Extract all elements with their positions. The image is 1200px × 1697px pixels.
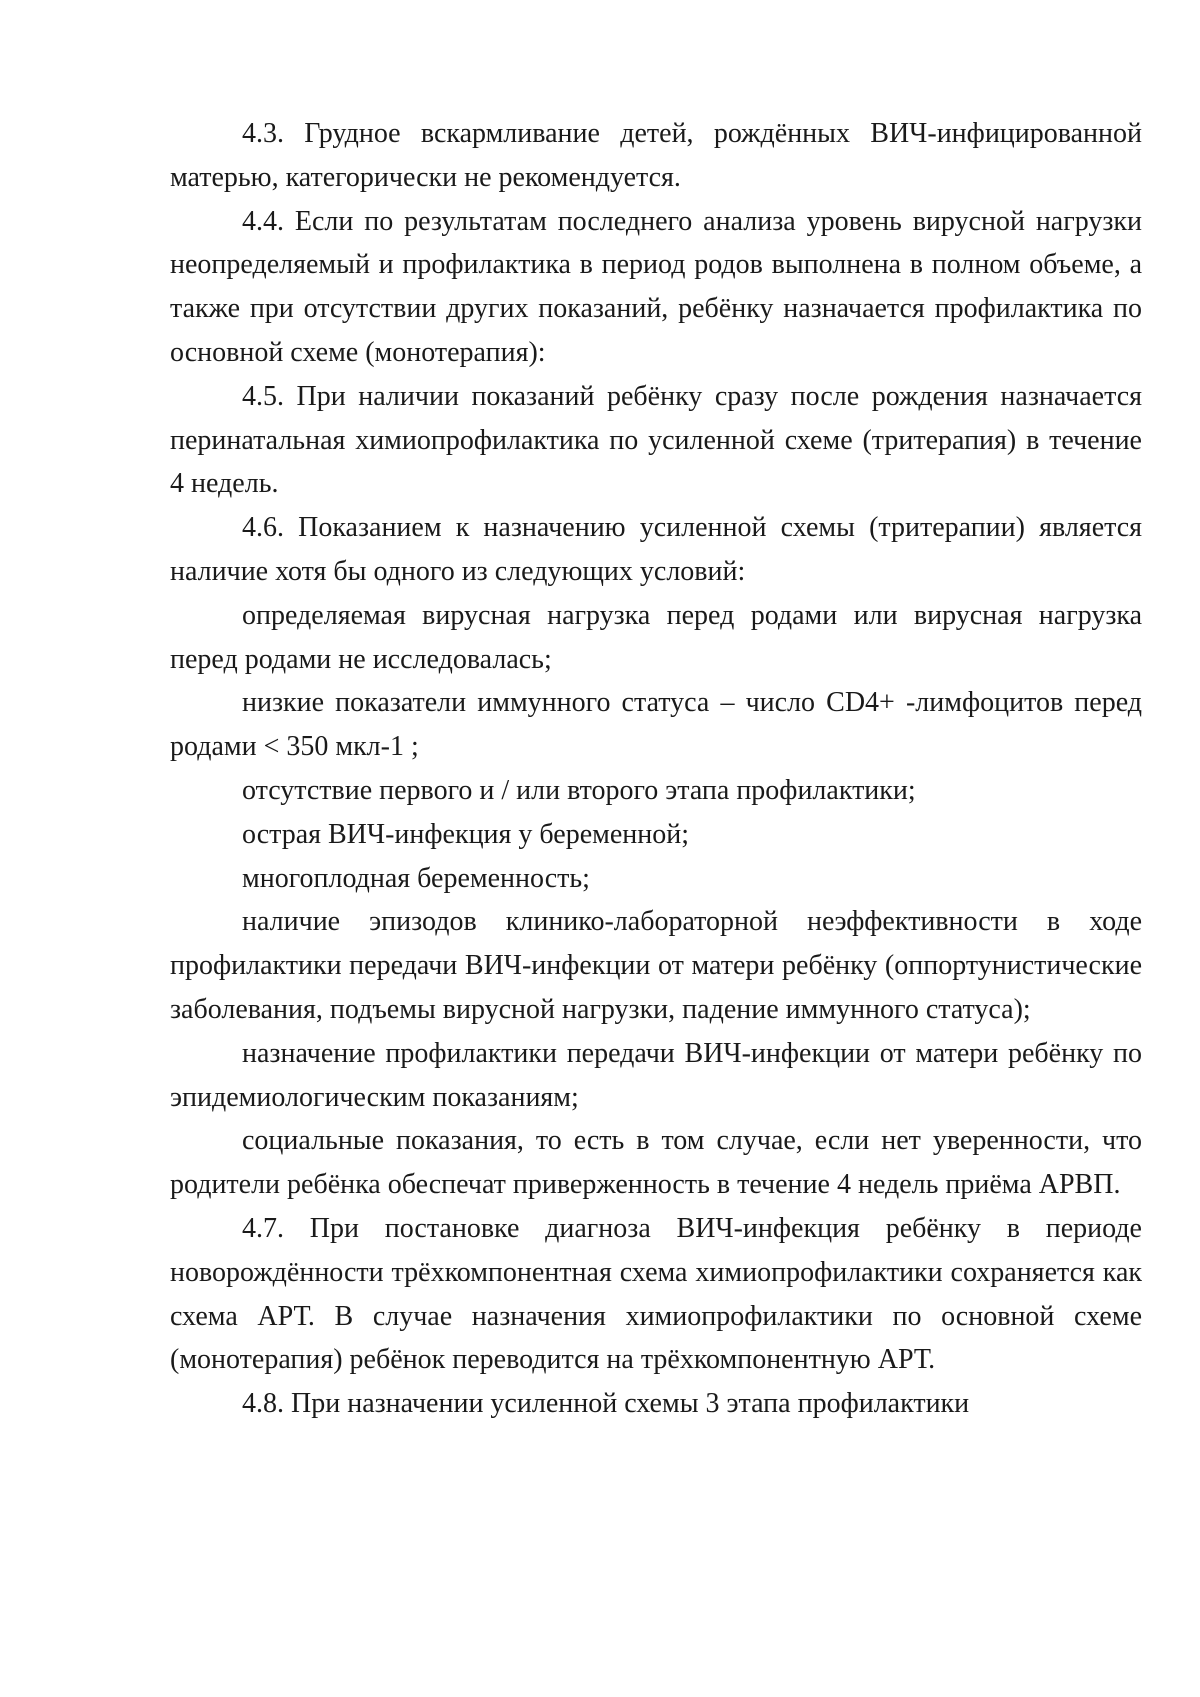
condition-item: многоплодная беременность; — [242, 862, 590, 894]
condition-item: назначение профилактики передачи ВИЧ-инфекции от матери ребёнку по эпидемиологическим показаниям; — [170, 1037, 1142, 1113]
paragraph-4-3: 4.3. Грудное вскармливание детей, рождённых ВИЧ-инфицированной матерью, категорически не рекомендуется. — [170, 118, 1142, 193]
condition-item: отсутствие первого и / или второго этапа профилактики; — [242, 774, 916, 806]
condition-item: низкие показатели иммунного статуса – число CD4+ -лимфоцитов перед родами < 350 мкл-1 ; — [170, 687, 1142, 763]
condition-item: острая ВИЧ-инфекция у беременной; — [242, 818, 690, 850]
paragraph-4-8: 4.8. При назначении усиленной схемы 3 этапа профилактики — [242, 1388, 970, 1420]
condition-item: определяемая вирусная нагрузка перед родами или вирусная нагрузка перед родами не исследовалась; — [170, 599, 1142, 675]
paragraph-4-7: 4.7. При постановке диагноза ВИЧ-инфекция ребёнку в периоде новорождённости трёхкомпонентная схема химиопрофилактики сохраняется как схема АРТ. В случае назначения химиопрофилактики по основной схеме (монотерапия) ребёнок переводится на трёхкомпонентную АРТ. — [170, 1212, 1142, 1376]
condition-item: социальные показания, то есть в том случае, если нет уверенности, что родители ребёнка обеспечат приверженность в течение 4 недель приёма АРВП. — [170, 1125, 1142, 1201]
paragraph-4-6: 4.6. Показанием к назначению усиленной схемы (тритерапии) является наличие хотя бы одного из следующих условий: — [170, 512, 1142, 587]
paragraph-4-5: 4.5. При наличии показаний ребёнку сразу после рождения назначается перинатальная химиопрофилактика по усиленной схеме (тритерапия) в течение 4 недель. — [170, 380, 1142, 500]
document-body — [170, 112, 1142, 1426]
condition-item: наличие эпизодов клинико-лабораторной неэффективности в ходе профилактики передачи ВИЧ-инфекции от матери ребёнку (оппортунистические заболевания, подъемы вирусной нагрузки, падение иммунного статуса); — [170, 906, 1142, 1025]
paragraph-4-4: 4.4. Если по результатам последнего анализа уровень вирусной нагрузки неопределяемый и профилактика в период родов выполнена в полном объеме, а также при отсутствии других показаний, ребёнку назначается профилактика по основной схеме (монотерапия): — [170, 205, 1142, 368]
